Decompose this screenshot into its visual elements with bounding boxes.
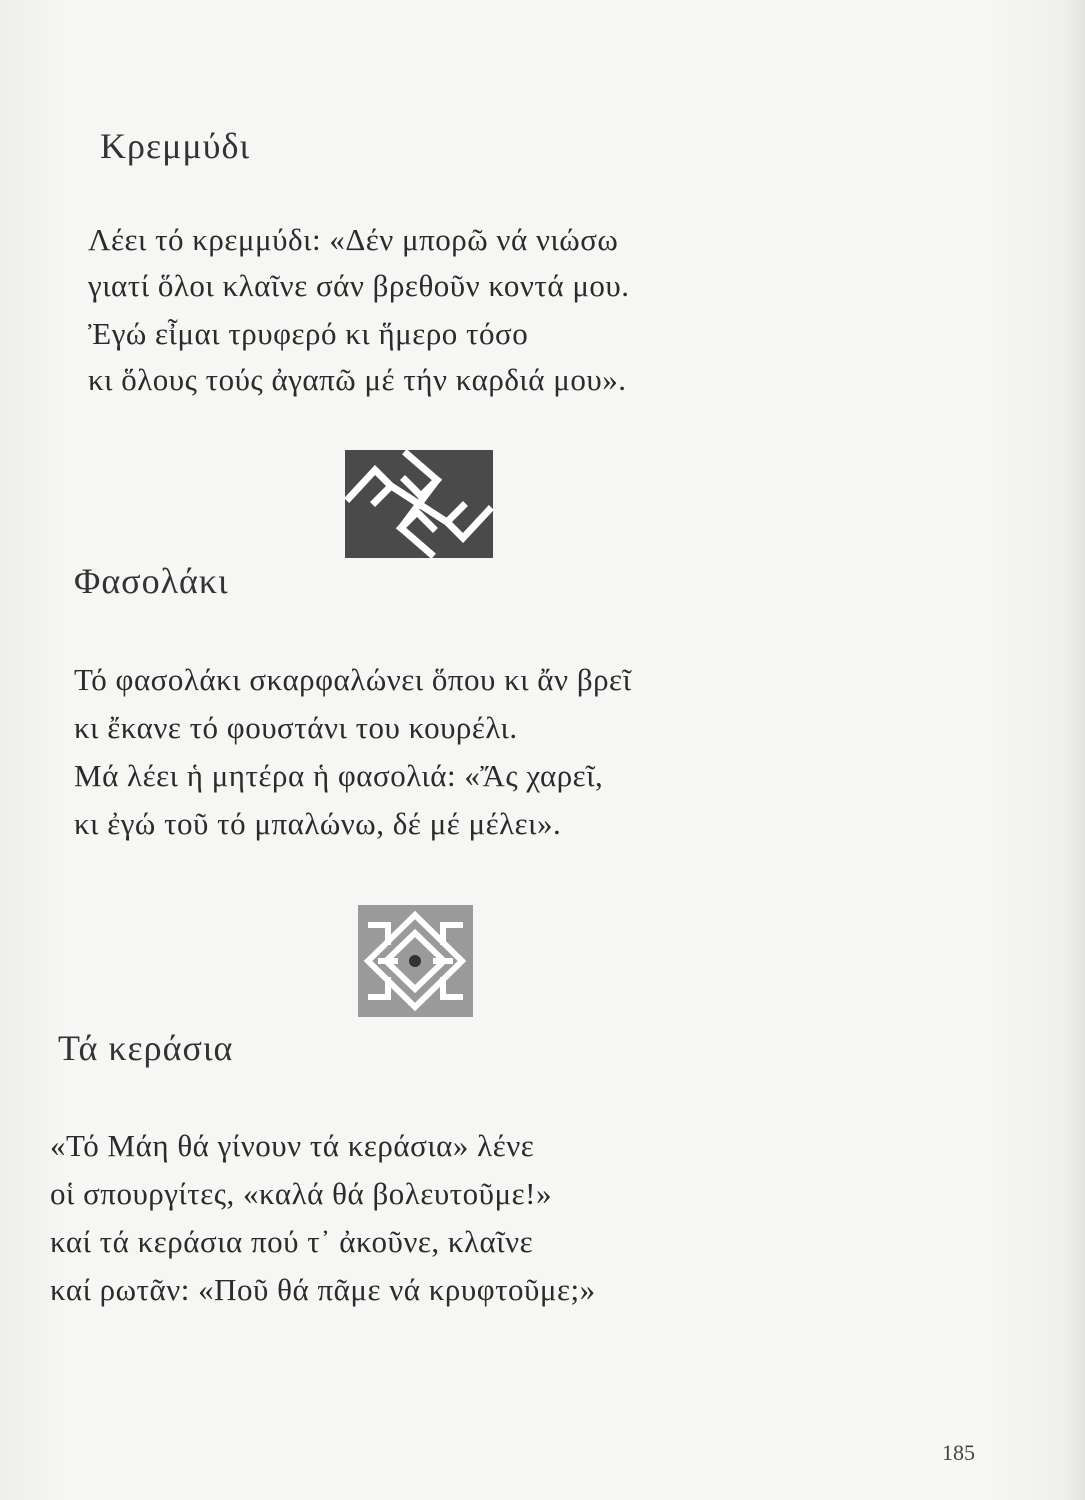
page-number: 185 (942, 1440, 975, 1465)
folk-knot-icon (358, 905, 473, 1017)
page-edge-shadow (1063, 0, 1085, 1500)
poem-title-onion: Κρεμμύδι (100, 126, 251, 166)
poem-line: Τό φασολάκι σκαρφαλώνει ὅπου κι ἄν βρεῖ (74, 662, 632, 697)
poem-line: Λέει τό κρεμμύδι: «Δέν μπορῶ νά νιώσω (88, 222, 619, 257)
poem-line: κι ἐγώ τοῦ τό μπαλώνω, δέ μέ μέλει». (74, 806, 562, 841)
poem-line: κι ὅλους τούς ἀγαπῶ μέ τήν καρδιά μου». (88, 362, 627, 397)
poem-line: Μά λέει ἡ μητέρα ἡ φασολιά: «Ἄς χαρεῖ, (74, 758, 604, 793)
poem-title-green-bean: Φασολάκι (74, 561, 229, 601)
poem-line: καί τά κεράσια πού τ᾿ ἀκοῦνε, κλαῖνε (50, 1224, 534, 1259)
poem-line: καί ρωτᾶν: «Ποῦ θά πᾶμε νά κρυφτοῦμε;» (50, 1272, 596, 1307)
poem-line: οἱ σπουργίτες, «καλά θά βολευτοῦμε!» (50, 1176, 552, 1211)
light-knot-ornament (358, 905, 473, 1017)
poem-line: κι ἔκανε τό φουστάνι του κουρέλι. (74, 710, 518, 745)
folk-meander-icon (345, 450, 493, 558)
poem-line: «Τό Μάη θά γίνουν τά κεράσια» λένε (50, 1128, 535, 1163)
poem-line: Ἐγώ εἶμαι τρυφερό κι ἥμερο τόσο (88, 316, 529, 351)
poem-line: γιατί ὅλοι κλαῖνε σάν βρεθοῦν κοντά μου. (88, 268, 630, 303)
ornament-center-dot (409, 955, 421, 967)
poem-title-cherries: Τά κεράσια (58, 1028, 234, 1068)
dark-swirl-ornament (345, 450, 493, 558)
